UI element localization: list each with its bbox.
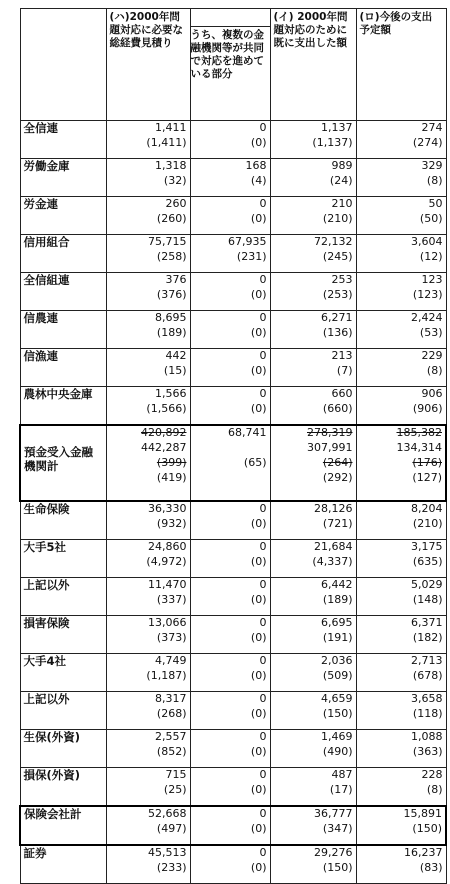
table-row [20, 654, 446, 692]
per-entity-value: (1,566) [146, 402, 187, 415]
per-entity-value: (0) [250, 783, 267, 796]
cell-total-cost [106, 616, 190, 654]
amount-value: 0 [259, 502, 267, 515]
cell-spent [270, 845, 356, 884]
row-label: 上記以外 [20, 578, 106, 616]
amount-value: 0 [259, 730, 267, 743]
per-entity-value: (32) [163, 174, 187, 187]
table-row [20, 159, 446, 197]
cell-total-cost: 420,892 442,287 (399) (419) [106, 425, 190, 501]
amount-value: 0 [259, 311, 267, 324]
per-entity-value: (363) [412, 745, 443, 758]
per-entity-value: (118) [412, 707, 443, 720]
table-row [20, 349, 446, 387]
cell-planned [356, 197, 446, 235]
row-label: 信用組合 [20, 235, 106, 273]
table-row [20, 578, 446, 616]
amount-value: 6,271 [321, 311, 353, 324]
header-label-cell [20, 9, 106, 121]
amount-value: 210 [331, 197, 353, 210]
amount-value: 3,175 [411, 540, 443, 553]
amount-value: 72,132 [314, 235, 353, 248]
amount-value: 1,566 [155, 387, 187, 400]
cell-spent [270, 349, 356, 387]
row-label: 信漁連 [20, 349, 106, 387]
cell-spent [270, 235, 356, 273]
per-entity-value: (148) [412, 593, 443, 606]
per-entity-value: (0) [250, 745, 267, 758]
row-label: 労働金庫 [20, 159, 106, 197]
table-row [20, 273, 446, 311]
per-entity-value: (83) [419, 861, 443, 874]
amount-value: 0 [259, 692, 267, 705]
row-label: 全信連 [20, 121, 106, 159]
table-row [20, 387, 446, 426]
amount-value: 5,029 [411, 578, 443, 591]
header-row [20, 9, 446, 121]
per-entity-value: (0) [250, 707, 267, 720]
cell-joint [190, 806, 270, 845]
per-entity-value: (50) [419, 212, 443, 225]
cell-joint [190, 349, 270, 387]
per-entity-value: (1,187) [146, 669, 187, 682]
row-label: 上記以外 [20, 692, 106, 730]
per-entity-value: (337) [156, 593, 187, 606]
amount-value: 13,066 [148, 616, 187, 629]
per-entity-value: (136) [322, 326, 353, 339]
cell-planned [356, 311, 446, 349]
row-label: 損害保険 [20, 616, 106, 654]
table-row [20, 235, 446, 273]
cell-joint [190, 578, 270, 616]
table-row [20, 197, 446, 235]
per-entity-value: (8) [426, 364, 443, 377]
insurance-section [20, 501, 446, 806]
cell-joint [190, 616, 270, 654]
cell-spent [270, 806, 356, 845]
amount-value: 989 [331, 159, 353, 172]
amount-value: 2,713 [411, 654, 443, 667]
header-total-cost: (ハ)2000年問題対応に必要な総経費見積り [106, 9, 190, 121]
amount-value: 906 [421, 387, 443, 400]
cell-joint [190, 235, 270, 273]
per-entity-value: (678) [412, 669, 443, 682]
per-entity-value: (150) [412, 822, 442, 835]
per-entity-value: (150) [322, 707, 353, 720]
cell-total-cost [106, 349, 190, 387]
amount-value: 0 [259, 540, 267, 553]
cell-planned: 185,382 134,314 (176) (127) [356, 425, 446, 501]
table-row [20, 311, 446, 349]
cell-total-cost [106, 540, 190, 578]
cell-planned [356, 692, 446, 730]
per-entity-value: (268) [156, 707, 187, 720]
per-entity-value: (0) [250, 364, 267, 377]
cell-planned [356, 501, 446, 540]
amount-value: 16,237 [404, 846, 443, 859]
amount-value: 1,469 [321, 730, 353, 743]
row-label: 損保(外資) [20, 768, 106, 807]
cell-total-cost [106, 121, 190, 159]
per-entity-value: (274) [412, 136, 443, 149]
cell-total-cost [106, 654, 190, 692]
row-label: 証券 [20, 845, 106, 884]
cell-joint [190, 121, 270, 159]
amount-value: 229 [421, 349, 443, 362]
cell-total-cost [106, 387, 190, 426]
cell-total-cost [106, 501, 190, 540]
cell-planned [356, 159, 446, 197]
per-entity-value: (25) [163, 783, 187, 796]
cell-joint [190, 845, 270, 884]
amount-value: 15,891 [403, 807, 442, 820]
amount-value: 442 [165, 349, 187, 362]
cell-joint [190, 159, 270, 197]
amount-value: 213 [331, 349, 353, 362]
per-entity-value: (24) [329, 174, 353, 187]
table-row [20, 692, 446, 730]
per-entity-value: (635) [412, 555, 443, 568]
per-entity-value: (373) [156, 631, 187, 644]
amount-value: 1,411 [155, 121, 187, 134]
row-label: 農林中央金庫 [20, 387, 106, 426]
amount-value: 0 [259, 349, 267, 362]
per-entity-value: (509) [322, 669, 353, 682]
cell-spent: 278,319 307,991 (264) (292) [270, 425, 356, 501]
cell-total-cost [106, 311, 190, 349]
amount-value: 4,659 [321, 692, 353, 705]
per-entity-value: (4,972) [146, 555, 187, 568]
per-entity-value: (0) [250, 861, 267, 874]
per-entity-value: (0) [250, 326, 267, 339]
cell-spent [270, 197, 356, 235]
cell-joint [190, 197, 270, 235]
banks-section [20, 121, 446, 426]
deposit-total-row [20, 425, 446, 501]
deposit-total-section [20, 425, 446, 501]
per-entity-value: (497) [156, 822, 187, 835]
cell-spent [270, 692, 356, 730]
amount-value: 253 [331, 273, 353, 286]
amount-value: 123 [421, 273, 443, 286]
amount-value: 487 [331, 768, 353, 781]
cell-planned [356, 730, 446, 768]
per-entity-value: (0) [250, 593, 267, 606]
amount-value: 660 [331, 387, 353, 400]
amount-value: 228 [421, 768, 443, 781]
per-entity-value: (376) [156, 288, 187, 301]
amount-value: 3,658 [411, 692, 443, 705]
per-entity-value: (660) [322, 402, 353, 415]
cell-planned [356, 845, 446, 884]
cell-total-cost [106, 273, 190, 311]
per-entity-value: (4,337) [312, 555, 353, 568]
per-entity-value: (12) [419, 250, 443, 263]
cell-spent [270, 121, 356, 159]
per-entity-value: (245) [322, 250, 353, 263]
per-entity-value: (231) [236, 250, 267, 263]
per-entity-value: (347) [322, 822, 353, 835]
amount-value: 0 [259, 197, 267, 210]
cell-total-cost [106, 578, 190, 616]
row-label: 保険会社計 [20, 806, 106, 845]
amount-value: 329 [421, 159, 443, 172]
amount-value: 28,126 [314, 502, 353, 515]
per-entity-value: (0) [250, 555, 267, 568]
amount-value: 376 [165, 273, 187, 286]
cell-planned [356, 616, 446, 654]
cell-joint [190, 501, 270, 540]
amount-value: 0 [259, 654, 267, 667]
amount-value: 1,318 [155, 159, 187, 172]
per-entity-value: (4) [250, 174, 267, 187]
amount-value: 6,695 [321, 616, 353, 629]
cell-spent [270, 387, 356, 426]
cell-planned [356, 654, 446, 692]
cell-total-cost [106, 159, 190, 197]
per-entity-value: (0) [250, 517, 267, 530]
table-row [20, 768, 446, 807]
cell-planned [356, 806, 446, 845]
amount-value: 24,860 [148, 540, 187, 553]
table-row [20, 730, 446, 768]
cell-joint [190, 311, 270, 349]
amount-value: 0 [259, 121, 267, 134]
cell-spent [270, 501, 356, 540]
cell-planned [356, 273, 446, 311]
table-row [20, 121, 446, 159]
cell-total-cost [106, 235, 190, 273]
cell-total-cost [106, 730, 190, 768]
per-entity-value: (1,411) [146, 136, 187, 149]
header-spent: (イ) 2000年問題対応のために既に支出した額 [270, 9, 356, 121]
amount-value: 52,668 [148, 807, 187, 820]
header-joint-text: うち、複数の金融機関等が共同で対応を進めている部分 [190, 26, 270, 120]
cell-spent [270, 578, 356, 616]
per-entity-value: (906) [412, 402, 443, 415]
cell-total-cost [106, 768, 190, 807]
per-entity-value: (932) [156, 517, 187, 530]
cell-joint [190, 540, 270, 578]
cell-planned [356, 768, 446, 807]
cell-joint [190, 654, 270, 692]
row-label: 全信組連 [20, 273, 106, 311]
cell-total-cost [106, 806, 190, 845]
amount-value: 2,424 [411, 311, 443, 324]
amount-value: 0 [259, 846, 267, 859]
row-label: 大手4社 [20, 654, 106, 692]
cell-spent [270, 311, 356, 349]
table-row [20, 845, 446, 884]
row-label: 預金受入金融機関計 [20, 425, 106, 501]
per-entity-value: (8) [426, 174, 443, 187]
cell-joint [190, 387, 270, 426]
row-label: 生保(外資) [20, 730, 106, 768]
cell-planned [356, 387, 446, 426]
cell-planned [356, 235, 446, 273]
amount-value: 0 [259, 807, 267, 820]
per-entity-value: (53) [419, 326, 443, 339]
amount-value: 1,137 [321, 121, 353, 134]
amount-value: 2,036 [321, 654, 353, 667]
per-entity-value: (0) [250, 212, 267, 225]
per-entity-value: (490) [322, 745, 353, 758]
row-label: 労金連 [20, 197, 106, 235]
cell-spent [270, 768, 356, 807]
per-entity-value: (258) [156, 250, 187, 263]
amount-value: 0 [259, 273, 267, 286]
header-planned: (ロ)今後の支出予定額 [356, 9, 446, 121]
table-row [20, 806, 446, 845]
amount-value: 8,204 [411, 502, 443, 515]
per-entity-value: (17) [329, 783, 353, 796]
amount-value: 8,317 [155, 692, 187, 705]
amount-value: 21,684 [314, 540, 353, 553]
per-entity-value: (233) [156, 861, 187, 874]
cell-spent [270, 730, 356, 768]
cell-spent [270, 273, 356, 311]
per-entity-value: (15) [163, 364, 187, 377]
amount-value: 29,276 [314, 846, 353, 859]
cell-joint [190, 768, 270, 807]
cell-joint [190, 730, 270, 768]
amount-value: 6,371 [411, 616, 443, 629]
cell-total-cost [106, 692, 190, 730]
amount-value: 260 [165, 197, 187, 210]
amount-value: 715 [165, 768, 187, 781]
per-entity-value: (0) [250, 288, 267, 301]
per-entity-value: (150) [322, 861, 353, 874]
cell-joint [190, 692, 270, 730]
per-entity-value: (8) [426, 783, 443, 796]
per-entity-value: (123) [412, 288, 443, 301]
amount-value: 3,604 [411, 235, 443, 248]
amount-value: 36,777 [314, 807, 353, 820]
cell-planned [356, 121, 446, 159]
per-entity-value: (852) [156, 745, 187, 758]
per-entity-value: (0) [250, 402, 267, 415]
per-entity-value: (210) [322, 212, 353, 225]
cell-joint: 68,741 (65) [190, 425, 270, 501]
per-entity-value: (1,137) [312, 136, 353, 149]
amount-value: 0 [259, 768, 267, 781]
per-entity-value: (0) [250, 822, 267, 835]
cell-total-cost [106, 197, 190, 235]
amount-value: 0 [259, 387, 267, 400]
per-entity-value: (210) [412, 517, 443, 530]
table-row [20, 501, 446, 540]
amount-value: 45,513 [148, 846, 187, 859]
amount-value: 11,470 [148, 578, 187, 591]
per-entity-value: (189) [156, 326, 187, 339]
amount-value: 50 [428, 197, 443, 210]
header-joint-portion [190, 9, 270, 121]
per-entity-value: (0) [250, 136, 267, 149]
row-label: 生命保険 [20, 501, 106, 540]
cell-planned [356, 578, 446, 616]
cell-joint [190, 273, 270, 311]
amount-value: 168 [245, 159, 267, 172]
per-entity-value: (191) [322, 631, 353, 644]
cell-spent [270, 540, 356, 578]
cell-planned [356, 349, 446, 387]
amount-value: 1,088 [411, 730, 443, 743]
totals-section [20, 806, 446, 884]
per-entity-value: (182) [412, 631, 443, 644]
cell-planned [356, 540, 446, 578]
row-label: 大手5社 [20, 540, 106, 578]
cell-spent [270, 654, 356, 692]
table-row [20, 616, 446, 654]
amount-value: 4,749 [155, 654, 187, 667]
amount-value: 75,715 [148, 235, 187, 248]
per-entity-value: (189) [322, 593, 353, 606]
cell-total-cost [106, 845, 190, 884]
per-entity-value: (260) [156, 212, 187, 225]
amount-value: 274 [421, 121, 443, 134]
cell-spent [270, 159, 356, 197]
y2k-cost-table [19, 8, 447, 884]
amount-value: 6,442 [321, 578, 353, 591]
table-row [20, 540, 446, 578]
per-entity-value: (721) [322, 517, 353, 530]
amount-value: 36,330 [148, 502, 187, 515]
amount-value: 8,695 [155, 311, 187, 324]
amount-value: 67,935 [228, 235, 267, 248]
amount-value: 0 [259, 578, 267, 591]
row-label: 信農連 [20, 311, 106, 349]
amount-value: 2,557 [155, 730, 187, 743]
per-entity-value: (7) [336, 364, 353, 377]
cell-spent [270, 616, 356, 654]
per-entity-value: (0) [250, 631, 267, 644]
per-entity-value: (0) [250, 669, 267, 682]
per-entity-value: (253) [322, 288, 353, 301]
amount-value: 0 [259, 616, 267, 629]
